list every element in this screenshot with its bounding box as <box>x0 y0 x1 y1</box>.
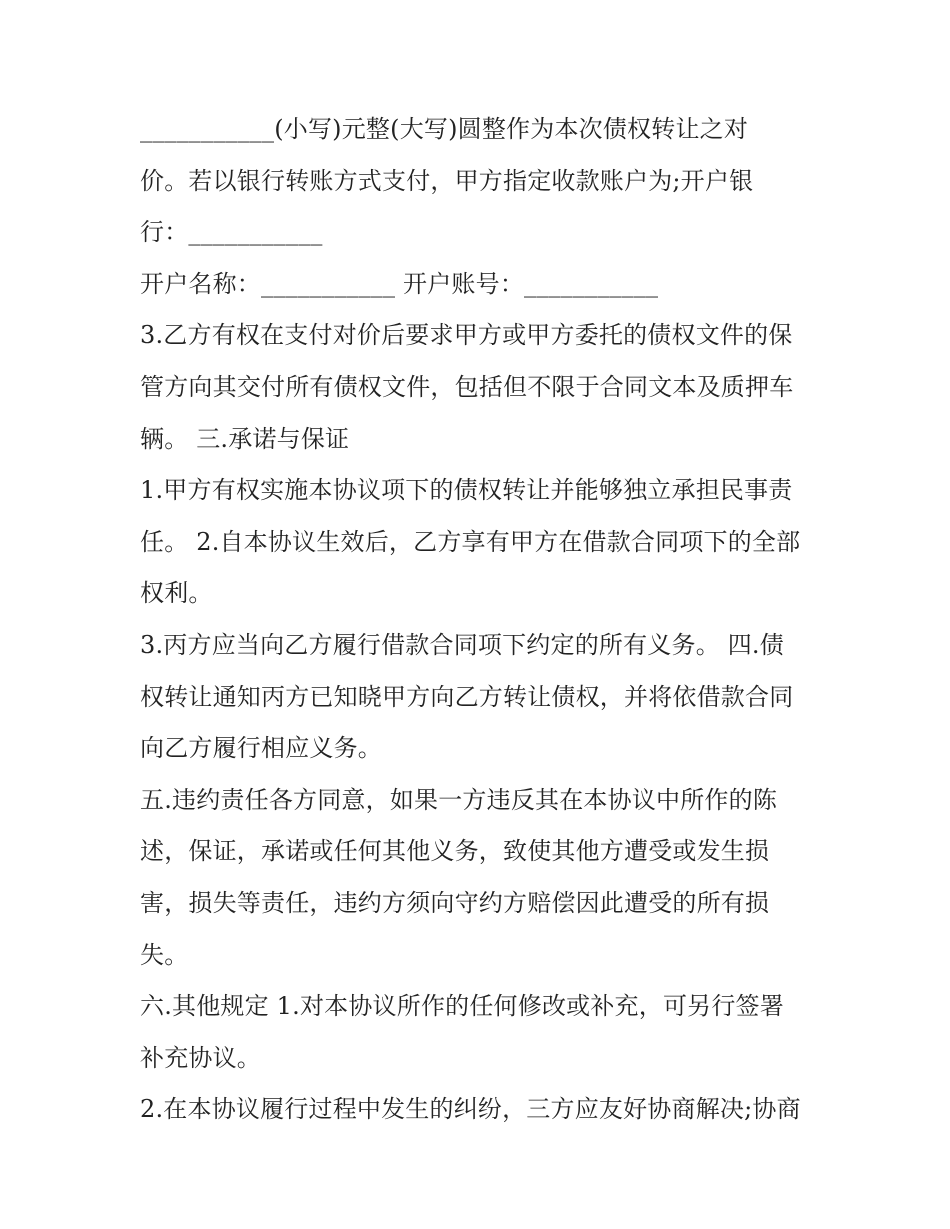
text-line-clause-3-cont: 管方向其交付所有债权文件，包括但不限于合同文本及质押车 <box>140 372 794 401</box>
text-line-bank-transfer: 价。若以银行转账方式支付，甲方指定收款账户为;开户银 <box>140 166 754 195</box>
text-line-other-provisions-cont: 补充协议。 <box>140 1043 261 1072</box>
text-line-other-provisions: 六.其他规定 1.对本协议所作的任何修改或补充，可另行签署 <box>140 992 784 1021</box>
text-line-warranty-2: 任。 2.自本协议生效后，乙方享有甲方在借款合同项下的全部 <box>140 527 801 556</box>
text-line-warranty-3: 3.丙方应当向乙方履行借款合同项下约定的所有义务。 四.债 <box>140 630 784 659</box>
text-line-clause-3: 3.乙方有权在支付对价后要求甲方或甲方委托的债权文件的保 <box>140 321 793 350</box>
text-line-breach-cont-3: 失。 <box>140 940 189 969</box>
text-line-warranty-2-cont: 权利。 <box>140 579 213 608</box>
text-line-breach: 五.违约责任各方同意，如果一方违反其在本协议中所作的陈 <box>140 785 778 814</box>
text-line-payment-amount: ___________(小写)元整(大写)圆整作为本次债权转让之对 <box>140 115 749 143</box>
text-line-breach-cont-1: 述，保证，承诺或任何其他义务，致使其他方遭受或发生损 <box>140 837 770 866</box>
text-line-breach-cont-2: 害，损失等责任，违约方须向守约方赔偿因此遭受的所有损 <box>140 888 770 917</box>
document-body <box>140 104 830 1136</box>
text-line-bank-name: 行：___________ <box>140 218 323 247</box>
text-line-dispute: 2.在本协议履行过程中发生的纠纷，三方应友好协商解决;协商 <box>140 1095 801 1124</box>
text-line-notice: 权转让通知丙方已知晓甲方向乙方转让债权，并将依借款合同 <box>140 682 794 711</box>
text-line-section-3-heading: 辆。 三.承诺与保证 <box>140 424 350 453</box>
text-line-notice-cont: 向乙方履行相应义务。 <box>140 734 382 763</box>
text-line-account-info: 开户名称：___________ 开户账号：___________ <box>140 269 659 298</box>
text-line-warranty-1: 1.甲方有权实施本协议项下的债权转让并能够独立承担民事责 <box>140 476 793 505</box>
